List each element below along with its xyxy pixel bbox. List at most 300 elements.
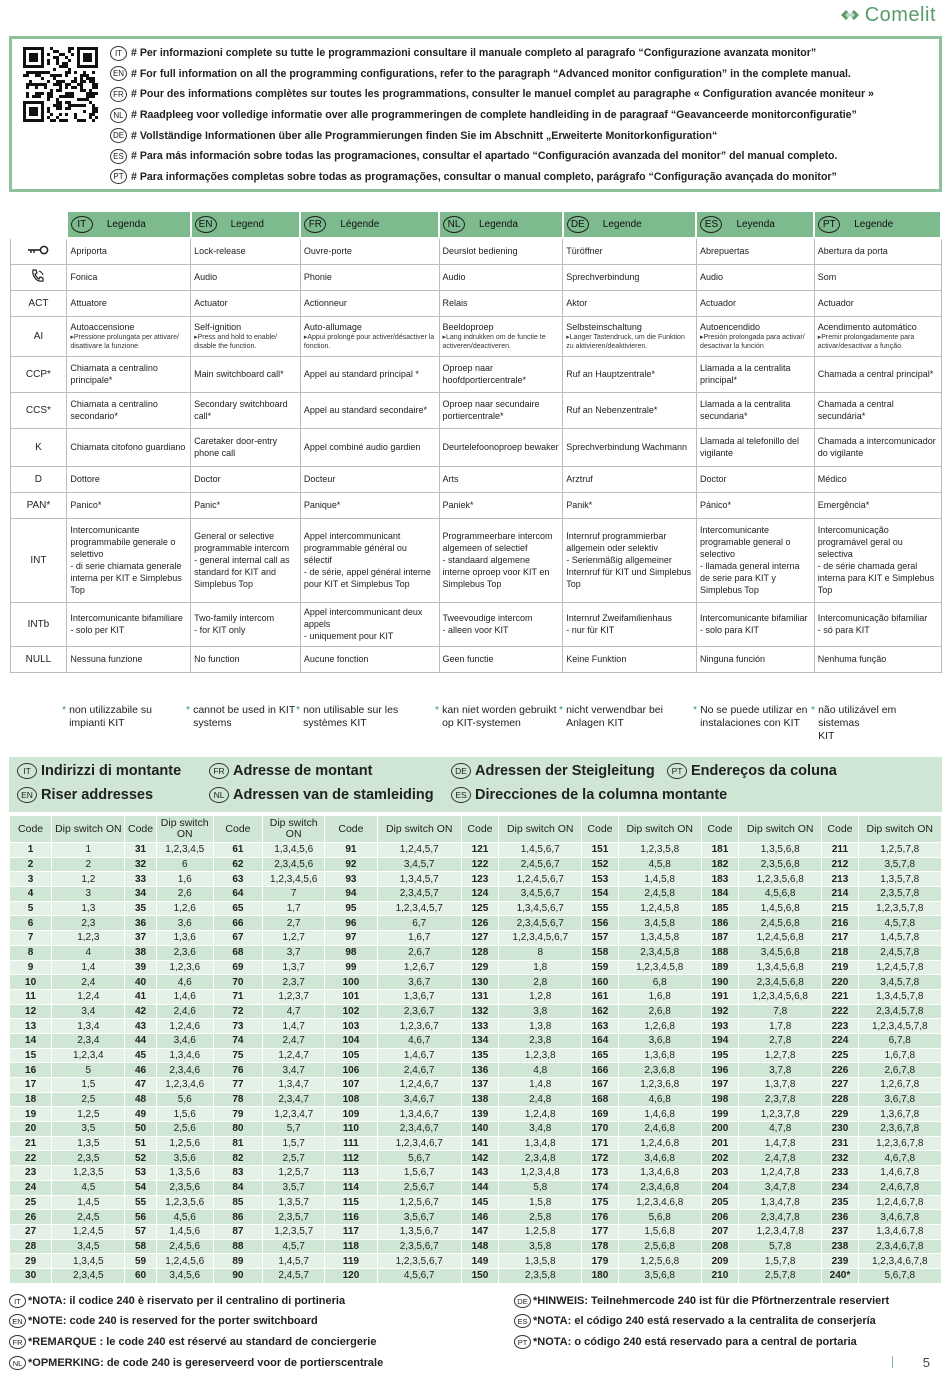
code-cell: 149 xyxy=(461,1254,498,1269)
table-row xyxy=(10,1004,942,1019)
code-cell: 143 xyxy=(461,1166,498,1181)
code-cell: 164 xyxy=(582,1033,618,1048)
code-cell: 46 xyxy=(125,1063,156,1078)
lang-badge: EN xyxy=(110,66,127,81)
dip-cell: 3,4,6,8 xyxy=(618,1151,701,1166)
legend-cell-text: Ninguna función xyxy=(699,654,766,664)
legend-cell-subtext: ▸Langer Tastendruck, um die Funktion zu aktivieren/deaktivieren. xyxy=(566,334,685,350)
footnote-text: kan niet worden gebruikt op KIT-systemen xyxy=(442,704,557,729)
dip-cell: 2,4,5 xyxy=(52,1210,125,1225)
code-cell: 228 xyxy=(822,1092,858,1107)
dip-col-header: Dip switch ON xyxy=(739,816,822,843)
dip-cell: 1,2,7,8 xyxy=(739,1048,822,1063)
footnote-star: * xyxy=(559,704,564,716)
code-cell: 222 xyxy=(822,1004,858,1019)
dip-cell: 2,7,8 xyxy=(739,1033,822,1048)
code-cell: 78 xyxy=(213,1092,262,1107)
table-row xyxy=(10,975,942,990)
dip-cell: 3,7 xyxy=(263,945,325,960)
legend-cell-text: Beeldoproep xyxy=(442,322,494,332)
legend-cell xyxy=(191,356,301,392)
code-cell: 224 xyxy=(822,1033,858,1048)
code-cell: 6 xyxy=(10,916,52,931)
phone-icon xyxy=(30,268,46,284)
dip-cell: 3,4,7,8 xyxy=(739,1180,822,1195)
dip-cell: 1,4,6 xyxy=(156,989,213,1004)
legend-cell-text: Ruf an Nebenzentrale* xyxy=(566,405,658,415)
code-cell: 142 xyxy=(461,1151,498,1166)
code-cell: 235 xyxy=(822,1195,858,1210)
code-cell: 21 xyxy=(10,1136,52,1151)
dip-cell: 1,5,8 xyxy=(499,1195,582,1210)
dip-cell: 1,2,3,4,6,7 xyxy=(377,1136,461,1151)
dip-cell: 2,3,4,5 xyxy=(52,1268,125,1283)
dip-cell: 1,3,4,6 xyxy=(156,1048,213,1063)
legend-row xyxy=(10,646,941,672)
legend-cell-text: Geen functie xyxy=(442,654,494,664)
dip-cell: 3,6 xyxy=(156,916,213,931)
lang-badge: ES xyxy=(110,149,127,164)
dip-cell: 1,6 xyxy=(156,872,213,887)
legend-row xyxy=(10,492,941,518)
legend-cell-text: Actionneur xyxy=(303,298,347,308)
riser-codes-table xyxy=(9,815,942,1284)
dip-cell: 2,3,6 xyxy=(156,945,213,960)
code-cell: 5 xyxy=(10,901,52,916)
dip-cell: 2,3,4,6 xyxy=(156,1063,213,1078)
lang-badge: IT xyxy=(110,46,127,61)
legend-cell-text: Doctor xyxy=(194,474,221,484)
code-cell: 81 xyxy=(213,1136,262,1151)
legend-header-label: Legende xyxy=(854,219,894,230)
dip-cell: 1,2,3,6,7,8 xyxy=(858,1136,941,1151)
code-cell: 96 xyxy=(325,916,377,931)
legend-cell xyxy=(563,392,697,428)
code-cell: 70 xyxy=(213,975,262,990)
dip-cell: 3,5,7,8 xyxy=(858,857,941,872)
code-cell: 147 xyxy=(461,1224,498,1239)
dip-cell: 1,2,3,4,8 xyxy=(499,1166,582,1181)
dip-cell: 2,3,4,5,6,8 xyxy=(739,975,822,990)
legend-cell xyxy=(696,264,814,290)
code-cell: 177 xyxy=(582,1224,618,1239)
code-cell: 136 xyxy=(461,1063,498,1078)
legend-cell-text: Dottore xyxy=(70,474,100,484)
footnote-star: * xyxy=(435,704,440,716)
dip-cell: 1,3,4,7,8 xyxy=(739,1195,822,1210)
code-cell: 180 xyxy=(582,1268,618,1283)
info-line-fr xyxy=(110,84,933,105)
code-cell: 99 xyxy=(325,960,377,975)
dip-cell: 2,6,8 xyxy=(618,1004,701,1019)
legend-cell-text: Docteur xyxy=(303,474,336,484)
code-cell: 103 xyxy=(325,1019,377,1034)
legend-cell xyxy=(814,466,941,492)
legend-cell-text: Lock-release xyxy=(194,246,246,257)
code-col-header: Code xyxy=(582,816,618,843)
code-cell: 94 xyxy=(325,887,377,902)
dip-cell: 2,6,7,8 xyxy=(858,1063,941,1078)
code-cell: 112 xyxy=(325,1151,377,1166)
code-cell: 132 xyxy=(461,1004,498,1019)
info-text: # Pour des informations complètes sur toutes les programmations, consulter le manuel complet au paragraphe « Configuration avancée moniteur » xyxy=(131,88,874,101)
legend-cell-text: Nenhuma função xyxy=(817,654,887,664)
legend-cell xyxy=(814,602,941,646)
footnote-text: não utilizável em sistemas KIT xyxy=(818,704,897,742)
legend-cell-text: Sprechverbindung Wachmann xyxy=(566,442,688,452)
dip-cell: 2,4,8 xyxy=(499,1092,582,1107)
legend-cell-text: Nessuna funzione xyxy=(70,654,143,664)
code-cell: 225 xyxy=(822,1048,858,1063)
dip-cell: 3,4,5,6 xyxy=(156,1268,213,1283)
dip-cell: 2,4 xyxy=(52,975,125,990)
footnote-text: nicht verwendbar bei Anlagen KIT xyxy=(566,704,663,729)
dip-cell: 2,5,6,8 xyxy=(618,1239,701,1254)
dip-cell: 1,2,6,7,8 xyxy=(858,1078,941,1093)
dip-cell: 1 xyxy=(52,843,125,858)
dip-cell: 1,3,5,6,8 xyxy=(739,843,822,858)
dip-cell: 1,4,5,6,7 xyxy=(499,843,582,858)
legend-cell-text: Ruf an Hauptzentrale* xyxy=(566,369,655,379)
code-cell: 75 xyxy=(213,1048,262,1063)
code-cell: 216 xyxy=(822,916,858,931)
code-cell: 30 xyxy=(10,1268,52,1283)
lang-badge: ES xyxy=(700,216,722,233)
code-cell: 39 xyxy=(125,960,156,975)
legend-footnotes xyxy=(9,704,942,743)
lang-badge: ES xyxy=(514,1314,531,1328)
legend-cell xyxy=(67,518,191,602)
code-cell: 206 xyxy=(701,1210,738,1225)
code-cell: 208 xyxy=(701,1239,738,1254)
legend-cell xyxy=(191,602,301,646)
legend-cell-text: Médico xyxy=(817,474,847,484)
dip-cell: 2,5,7 xyxy=(263,1151,325,1166)
legend-row xyxy=(10,518,941,602)
legend-header-label: Legenda xyxy=(106,219,146,230)
dip-cell: 1,3,8 xyxy=(499,1019,582,1034)
footnote-text: cannot be used in KIT systems xyxy=(193,704,296,729)
code-cell: 157 xyxy=(582,931,618,946)
dip-cell: 1,8 xyxy=(499,960,582,975)
code-cell: 185 xyxy=(701,901,738,916)
note-es xyxy=(514,1314,876,1328)
dip-cell: 5,7 xyxy=(263,1122,325,1137)
dip-cell: 4 xyxy=(52,945,125,960)
legend-cell-text: Relais xyxy=(442,298,468,308)
dip-cell: 1,6,7,8 xyxy=(858,1048,941,1063)
code-cell: 159 xyxy=(582,960,618,975)
riser-title-de: DE Adressen der Steigleitung xyxy=(451,763,655,779)
code-cell: 74 xyxy=(213,1033,262,1048)
code-cell: 20 xyxy=(10,1122,52,1137)
legend-code: PAN* xyxy=(10,492,67,518)
legend-row xyxy=(10,238,941,264)
dip-cell: 1,2,4,6,7 xyxy=(377,1078,461,1093)
legend-cell xyxy=(439,492,563,518)
legend-cell xyxy=(67,466,191,492)
dip-cell: 2,4,5,7 xyxy=(263,1268,325,1283)
lang-badge: DE xyxy=(567,216,589,233)
legend-cell xyxy=(67,264,191,290)
code-cell: 238 xyxy=(822,1239,858,1254)
legend-cell xyxy=(439,518,563,602)
legend-cell-text: Autoencendido xyxy=(699,322,761,332)
dip-col-header: Dip switch ON xyxy=(499,816,582,843)
legend-cell-text: Llamada al telefonillo del vigilante xyxy=(699,436,800,458)
code-cell: 101 xyxy=(325,989,377,1004)
code-cell: 9 xyxy=(10,960,52,975)
legend-header-fr xyxy=(300,211,439,238)
code-cell: 19 xyxy=(10,1107,52,1122)
legend-cell xyxy=(563,646,697,672)
legend-cell-text: Oproep naar hoofdportiercentrale* xyxy=(442,363,527,385)
dip-cell: 2,3,4,5,8 xyxy=(618,945,701,960)
table-row xyxy=(10,1078,942,1093)
code-cell: 12 xyxy=(10,1004,52,1019)
dip-cell: 1,3,6,7 xyxy=(377,989,461,1004)
code-cell: 10 xyxy=(10,975,52,990)
legend-footnote xyxy=(186,704,296,743)
legend-code: ACT xyxy=(10,290,67,316)
legend-cell xyxy=(191,646,301,672)
code-cell: 110 xyxy=(325,1122,377,1137)
footnote-star: * xyxy=(296,704,301,716)
legend-cell xyxy=(191,466,301,492)
dip-cell: 3,7,8 xyxy=(739,1063,822,1078)
code-cell: 67 xyxy=(213,931,262,946)
dip-cell: 1,3,5,8 xyxy=(499,1254,582,1269)
table-row xyxy=(10,843,942,858)
code-cell: 23 xyxy=(10,1166,52,1181)
code-cell: 121 xyxy=(461,843,498,858)
dip-cell: 3,5,8 xyxy=(499,1239,582,1254)
dip-cell: 4,5,8 xyxy=(618,857,701,872)
info-box xyxy=(9,36,942,192)
code-cell: 29 xyxy=(10,1254,52,1269)
legend-cell-text: Sprechverbindung xyxy=(566,272,640,282)
code-cell: 17 xyxy=(10,1078,52,1093)
dip-cell: 2,3,5,7 xyxy=(263,1210,325,1225)
info-line-nl xyxy=(110,105,933,126)
dip-cell: 2,3,6,8 xyxy=(618,1063,701,1078)
note-text: *NOTA: il codice 240 è riservato per il centralino di portineria xyxy=(28,1295,346,1307)
code-cell: 218 xyxy=(822,945,858,960)
legend-cell xyxy=(814,238,941,264)
legend-cell-text: Arztruf xyxy=(566,474,593,484)
code-cell: 214 xyxy=(822,887,858,902)
code-cell: 44 xyxy=(125,1033,156,1048)
legend-cell-text: Intercomunicante bifamiliare - solo per KIT xyxy=(70,613,183,635)
legend-header-label: Legend xyxy=(230,219,264,230)
dip-cell: 7,8 xyxy=(739,1004,822,1019)
code-cell: 63 xyxy=(213,872,262,887)
dip-cell: 1,3,4,6,7,8 xyxy=(858,1224,941,1239)
code-cell: 148 xyxy=(461,1239,498,1254)
table-row xyxy=(10,1136,942,1151)
code-cell: 97 xyxy=(325,931,377,946)
dip-cell: 2,3,4 xyxy=(52,1033,125,1048)
dip-cell: 5,6,7 xyxy=(377,1151,461,1166)
legend-row xyxy=(10,264,941,290)
legend-cell-text: Autoaccensione xyxy=(70,322,135,332)
dip-cell: 1,2,5,6,8 xyxy=(618,1254,701,1269)
dip-cell: 1,4,6,7,8 xyxy=(858,1166,941,1181)
dip-cell: 4,5 xyxy=(52,1180,125,1195)
code-cell: 102 xyxy=(325,1004,377,1019)
code-cell: 139 xyxy=(461,1107,498,1122)
code-cell: 178 xyxy=(582,1239,618,1254)
code-cell: 1 xyxy=(10,843,52,858)
note-fr xyxy=(9,1335,376,1349)
dip-cell: 2,4,6,7 xyxy=(377,1063,461,1078)
legend-cell-text: Deurtelefoonoproep bewaker xyxy=(442,442,559,452)
table-row xyxy=(10,887,942,902)
legend-code: INT xyxy=(10,518,67,602)
dip-cell: 1,2,3,4,7,8 xyxy=(739,1224,822,1239)
code-cell: 60 xyxy=(125,1268,156,1283)
code-cell: 230 xyxy=(822,1122,858,1137)
dip-cell: 1,2 xyxy=(52,872,125,887)
legend-cell-subtext: ▸Premir prolongadamente para activar/desactivar a função. xyxy=(817,334,915,350)
legend-header-de xyxy=(563,211,697,238)
dip-cell: 1,2,3,4,5,6,8 xyxy=(739,989,822,1004)
code-cell: 11 xyxy=(10,989,52,1004)
dip-cell: 1,5,7 xyxy=(263,1136,325,1151)
legend-row xyxy=(10,290,941,316)
dip-cell: 1,3 xyxy=(52,901,125,916)
dip-cell: 1,5,6,7 xyxy=(377,1166,461,1181)
table-row xyxy=(10,1224,942,1239)
legend-cell-subtext: ▸Press and hold to enable/ disable the function. xyxy=(194,334,277,350)
code-cell: 4 xyxy=(10,887,52,902)
dip-cell: 1,3,4,5 xyxy=(52,1254,125,1269)
table-row xyxy=(10,960,942,975)
dip-cell: 1,3,4,5,6,8 xyxy=(739,960,822,975)
table-row xyxy=(10,872,942,887)
legend-cell-text: Llamada a la centralita principal* xyxy=(699,363,791,385)
code-cell: 236 xyxy=(822,1210,858,1225)
legend-cell xyxy=(696,428,814,466)
code-cell: 111 xyxy=(325,1136,377,1151)
dip-cell: 1,4,5,8 xyxy=(618,872,701,887)
dip-cell: 1,2,3,4,5,6,7 xyxy=(499,931,582,946)
dip-cell: 5,6,8 xyxy=(618,1210,701,1225)
legend-cell xyxy=(814,356,941,392)
legend-cell xyxy=(563,264,697,290)
info-line-es xyxy=(110,146,933,167)
code-cell: 92 xyxy=(325,857,377,872)
info-text: # Para más información sobre todas las programaciones, consultar el apartado “Configuración avanzada del monitor” del manual completo. xyxy=(131,150,838,163)
dip-cell: 3,8 xyxy=(499,1004,582,1019)
legend-cell-text: Intercomunicante bifamiliar - solo para KIT xyxy=(699,613,808,635)
dip-cell: 5,7,8 xyxy=(739,1239,822,1254)
legend-cell xyxy=(67,492,191,518)
legend-header-nl xyxy=(439,211,563,238)
code-cell: 28 xyxy=(10,1239,52,1254)
table-row xyxy=(10,1268,942,1283)
table-row xyxy=(10,1033,942,1048)
legend-cell-text: Aucune fonction xyxy=(303,654,369,664)
code-cell: 25 xyxy=(10,1195,52,1210)
legend-cell-text: Audio xyxy=(442,272,466,282)
code-cell: 145 xyxy=(461,1195,498,1210)
code-cell: 211 xyxy=(822,843,858,858)
legend-cell-text: Chiamata a centralino principale* xyxy=(70,363,158,385)
code-cell: 58 xyxy=(125,1239,156,1254)
footnote-text: non utilizzabile su impianti KIT xyxy=(69,704,152,729)
footnote-star: * xyxy=(693,704,698,716)
dip-cell: 1,3,5,7 xyxy=(263,1195,325,1210)
code-cell: 184 xyxy=(701,887,738,902)
code-cell: 107 xyxy=(325,1078,377,1093)
code-cell: 68 xyxy=(213,945,262,960)
legend-footnote xyxy=(296,704,435,743)
legend-cell-text: Main switchboard call* xyxy=(194,369,284,379)
legend-cell xyxy=(696,492,814,518)
code-cell: 231 xyxy=(822,1136,858,1151)
dip-cell: 6,8 xyxy=(618,975,701,990)
code-cell: 16 xyxy=(10,1063,52,1078)
legend-cell-text: Panico* xyxy=(70,500,102,510)
code-cell: 193 xyxy=(701,1019,738,1034)
code-col-header: Code xyxy=(701,816,738,843)
legend-cell xyxy=(563,316,697,356)
code-cell: 117 xyxy=(325,1224,377,1239)
code-cell: 54 xyxy=(125,1180,156,1195)
legend-cell xyxy=(696,466,814,492)
legend-cell-text: Phonie xyxy=(303,272,332,282)
legend-cell-text: Keine Funktion xyxy=(566,654,627,664)
legend-row xyxy=(10,466,941,492)
table-row xyxy=(10,945,942,960)
code-cell: 43 xyxy=(125,1019,156,1034)
code-cell: 137 xyxy=(461,1078,498,1093)
legend-cell xyxy=(439,356,563,392)
code-cell: 77 xyxy=(213,1078,262,1093)
dip-cell: 2,4,6,7,8 xyxy=(858,1180,941,1195)
table-row xyxy=(10,1063,942,1078)
legend-cell-text: Llamada a la centralita secundaria* xyxy=(699,399,791,421)
legend-header-it xyxy=(67,211,191,238)
legend-cell-text: No function xyxy=(194,654,240,664)
dip-cell: 1,2,8 xyxy=(499,989,582,1004)
dip-cell: 2,5,6,7 xyxy=(377,1180,461,1195)
legend-cell xyxy=(696,290,814,316)
legend-code: D xyxy=(10,466,67,492)
legend-cell-text: Two-family intercom - for KIT only xyxy=(194,613,275,635)
legend-cell xyxy=(563,492,697,518)
dip-cell: 1,6,8 xyxy=(618,989,701,1004)
legend-cell-text: Emergência* xyxy=(817,500,870,510)
lang-badge: DE xyxy=(514,1294,531,1308)
code-cell: 163 xyxy=(582,1019,618,1034)
legend-cell xyxy=(563,602,697,646)
code-cell: 183 xyxy=(701,872,738,887)
note-text: *REMARQUE : le code 240 est réservé au standard de conciergerie xyxy=(28,1336,377,1348)
dip-cell: 5,6 xyxy=(156,1092,213,1107)
code-cell: 187 xyxy=(701,931,738,946)
dip-cell: 3 xyxy=(52,887,125,902)
dip-cell: 3,6,7 xyxy=(377,975,461,990)
table-row xyxy=(10,1210,942,1225)
code-cell: 213 xyxy=(822,872,858,887)
legend-cell-subtext: ▸Lang indrukken om de functie te activeren/deactiveren. xyxy=(442,334,546,350)
code-cell: 73 xyxy=(213,1019,262,1034)
dip-cell: 4,6 xyxy=(156,975,213,990)
legend-cell xyxy=(439,466,563,492)
dip-cell: 1,2,5 xyxy=(52,1107,125,1122)
